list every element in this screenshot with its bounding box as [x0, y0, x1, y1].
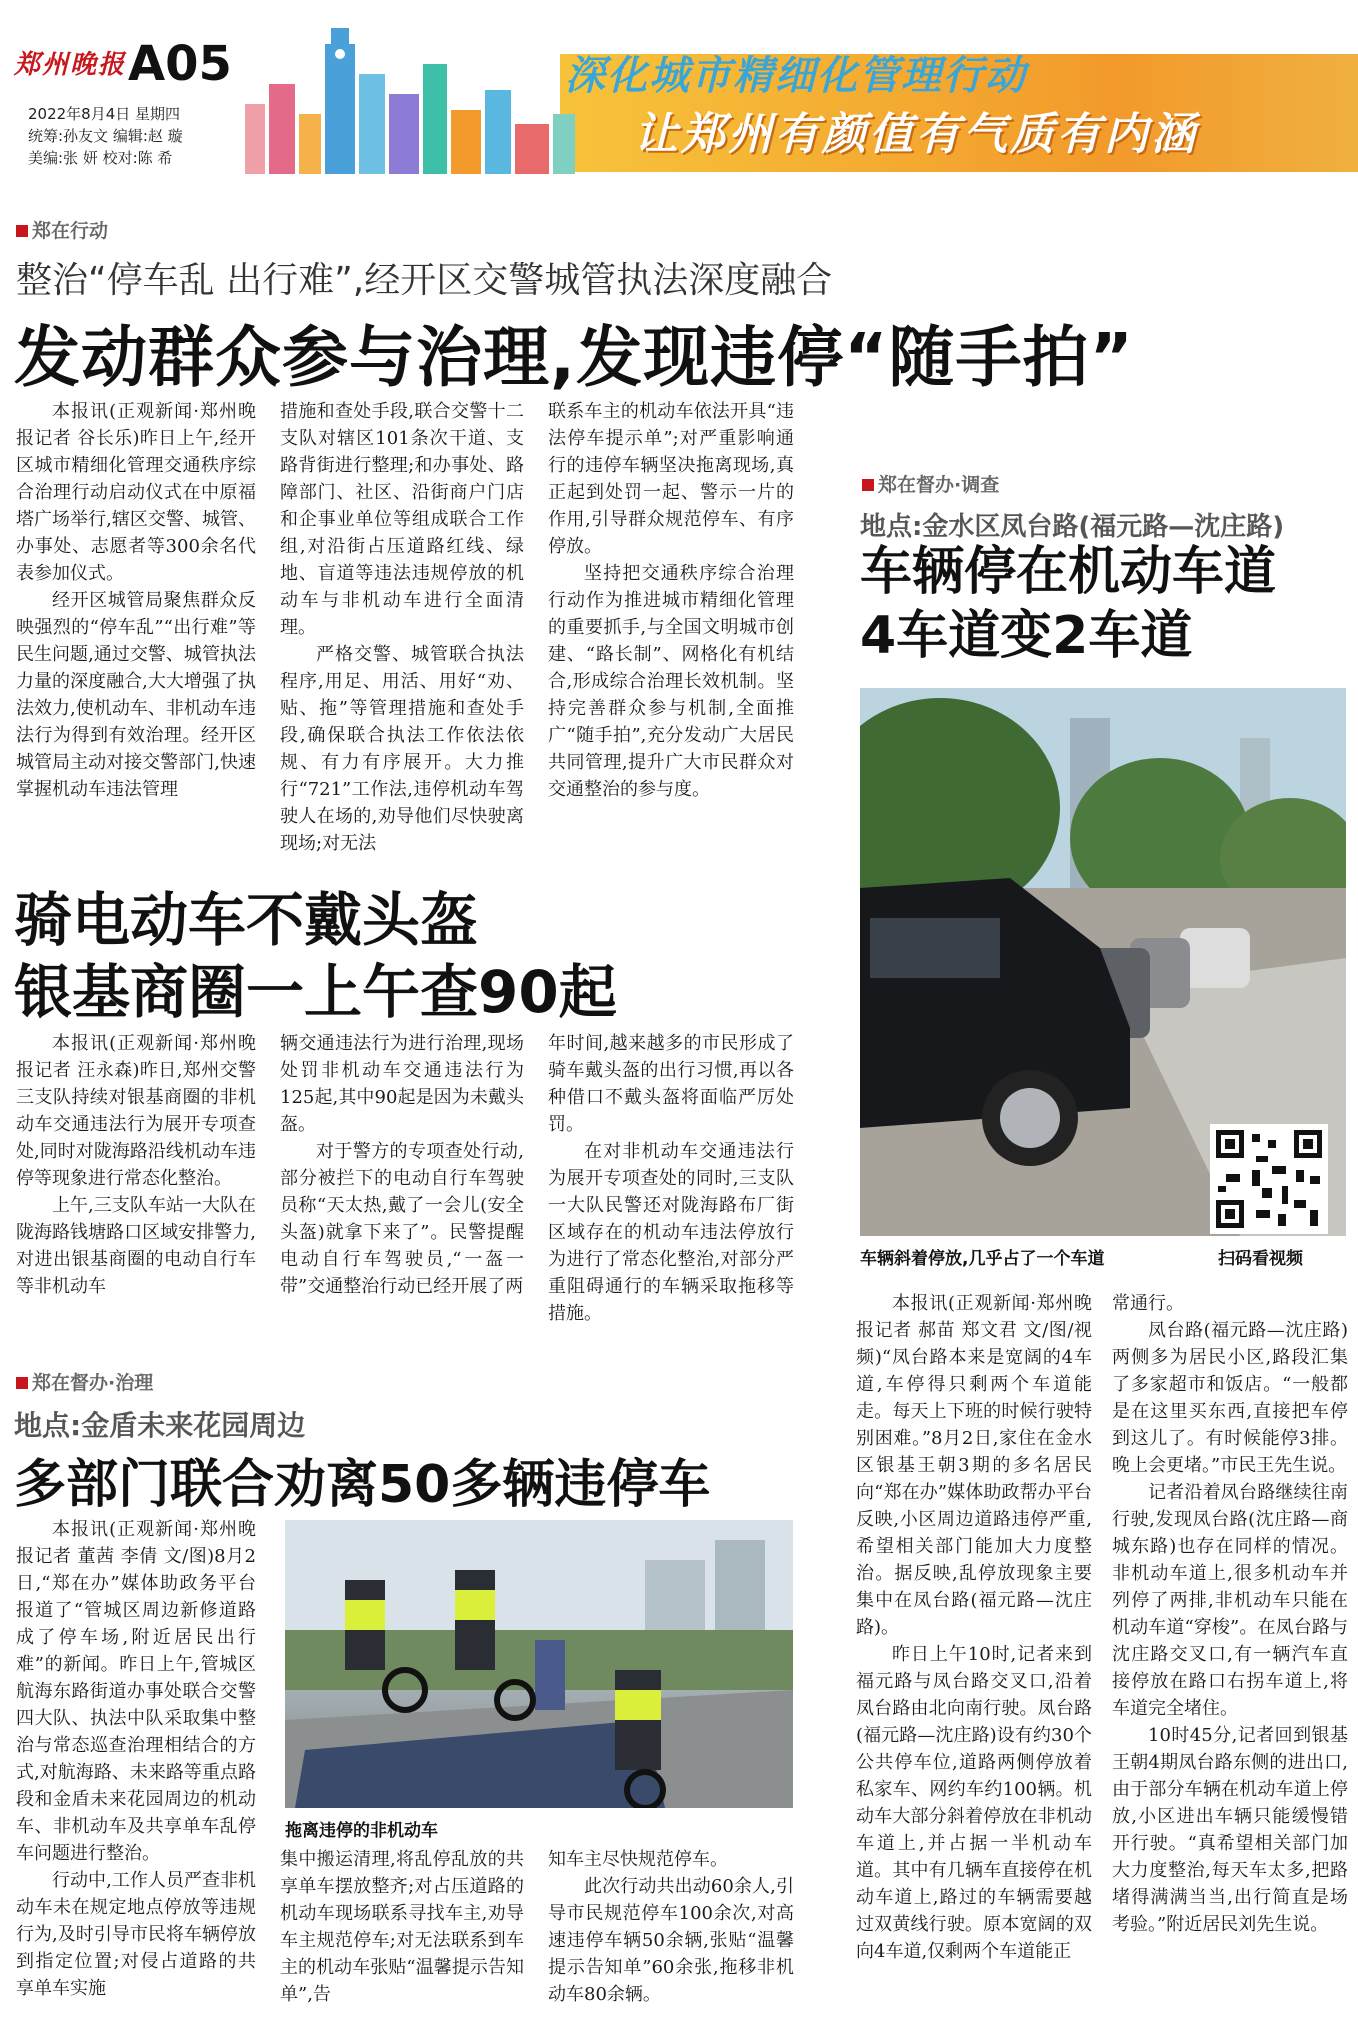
tow-photo-caption: 拖离违停的非机动车 — [285, 1821, 438, 1841]
article1-subtitle: 整治“停车乱 出行难”,经开区交警城管执法深度融合 — [16, 260, 833, 301]
article1-title: 发动群众参与治理,发现违停“随手拍” — [14, 319, 1134, 396]
article2-col1 — [16, 1030, 256, 1300]
section-text: 郑在行动 — [32, 220, 109, 242]
paragraph: 10时45分,记者回到银基王朝4期凤台路东侧的进出口,由于部分车辆在机动车道上停放,小区进出车辆只能缓慢错开行驶。“真希望相关部门加大力度整治,每天车太多,把路堵得满满当当,出行简直是场考验。”附近居民刘先生说。 — [1112, 1725, 1348, 1935]
issue-date: 2022年8月4日 星期四 — [28, 105, 181, 123]
paragraph: 本报讯(正观新闻·郑州晚报记者 汪永森)昨日,郑州交警三支队持续对银基商圈的非机动车交通违法行为展开专项查处,同时对陇海路沿线机动车违停等现象进行常态化整治。 — [16, 1033, 256, 1189]
section-label-3 — [16, 1368, 153, 1395]
staff-line-1: 统筹:孙友文 编辑:赵 璇 — [28, 127, 183, 145]
red-square-icon — [16, 225, 28, 237]
article4-title — [860, 540, 1276, 668]
paragraph: 在对非机动车交通违法行为展开专项查处的同时,三支队一大队民警还对陇海路布厂街区域存在的机动车违法停放行为进行了常态化整治,对部分严重阻碍通行的车辆采取拖移等措施。 — [548, 1141, 794, 1324]
paragraph: 本报讯(正观新闻·郑州晚报记者 董茜 李倩 文/图)8月2日,“郑在办”媒体助政务平台报道了“管城区周边新修道路成了停车场,附近居民出行难”的新闻。昨日上午,管城区航海东路街道办事处联合交警四大队、执法中队采取集中整治与常态巡查治理相结合的方式,对航海路、未来路等重点路段和金盾未来花园周边的机动车、非机动车及共享单车乱停车问题进行整治。 — [16, 1519, 256, 1864]
article2-title — [14, 884, 617, 1028]
tow-photo — [285, 1520, 793, 1808]
paragraph: 年时间,越来越多的市民形成了骑车戴头盔的出行习惯,再以各种借口不戴头盔将面临严厉处罚。 — [548, 1033, 794, 1135]
article3-col3 — [548, 1846, 794, 2008]
paragraph: 对于警方的专项查处行动,部分被拦下的电动自行车驾驶员称“天太热,戴了一会儿(安全头盔)就拿下来了”。民警提醒电动自行车驾驶员,“一盔一带”交通整治行动已经开展了两 — [280, 1141, 524, 1297]
section-text: 郑在督办·治理 — [32, 1372, 154, 1394]
banner-title-2: 让郑州有颜值有气质有内涵 — [634, 109, 1198, 160]
article3-col1 — [16, 1516, 256, 2002]
page-number: A05 — [128, 36, 232, 92]
paragraph: 本报讯(正观新闻·郑州晚报记者 郝苗 郑文君 文/图/视频)“凤台路本来是宽阔的4车道,车停得只剩两个车道能走。每天上下班的时候行驶特别困难。”8月2日,家住在金水区银基王朝3期的多名居民向“郑在办”媒体助政帮办平台反映,小区周边道路违停严重,希望相关部门能加大力度整治。据反映,乱停放现象主要集中在凤台路(福元路—沈庄路)。 — [856, 1293, 1092, 1638]
paragraph: 凤台路(福元路—沈庄路)两侧多为居民小区,路段汇集了多家超市和饭店。“一般都是在这里买东西,直接把车停到这儿了。有时候能停3排。晚上会更堵。”市民王先生说。 — [1112, 1320, 1348, 1476]
article2-title-line2: 银基商圈一上午查90起 — [14, 958, 617, 1026]
article3-title: 多部门联合劝离50多辆违停车 — [14, 1455, 711, 1515]
red-square-icon — [16, 1377, 28, 1389]
article1-col1 — [16, 398, 256, 803]
paragraph: 集中搬运清理,将乱停乱放的共享单车摆放整齐;对占压道路的机动车现场联系寻找车主,劝导车主规范停车;对无法联系到车主的机动车张贴“温馨提示告知单”,告 — [280, 1849, 524, 2005]
red-square-icon — [862, 479, 874, 491]
article4-col1 — [856, 1290, 1092, 1965]
paragraph: 此次行动共出动60余人,引导市民规范停车100余次,对高速违停车辆50余辆,张贴“温馨提示告知单”60余张,拖移非机动车80余辆。 — [548, 1876, 794, 2005]
article1-col2 — [280, 398, 524, 857]
staff-line-2: 美编:张 妍 校对:陈 希 — [28, 149, 173, 167]
article4-col2 — [1112, 1290, 1348, 1938]
article4-title-line1: 车辆停在机动车道 — [860, 542, 1277, 602]
paragraph: 联系车主的机动车依法开具“违法停车提示单”;对严重影响通行的违停车辆坚决拖离现场,真正起到处罚一起、警示一片的作用,引导群众规范停车、有序停放。 — [548, 401, 794, 557]
paragraph: 本报讯(正观新闻·郑州晚报记者 谷长乐)昨日上午,经开区城市精细化管理交通秩序综合治理行动启动仪式在中原福塔广场举行,辖区交警、城管、办事处、志愿者等300余名代表参加仪式。 — [16, 401, 256, 584]
article4-title-line2: 4车道变2车道 — [860, 606, 1193, 666]
paragraph: 措施和查处手段,联合交警十二支队对辖区101条次干道、支路背街进行整理;和办事处、路障部门、社区、沿街商户门店和企事业单位等组成联合工作组,对沿街占压道路红线、绿地、盲道等违法违规停放的机动车与非机动车进行全面清理。 — [280, 401, 524, 638]
article4-location: 地点:金水区凤台路(福元路—沈庄路) — [860, 512, 1285, 542]
section-label-4 — [862, 470, 999, 497]
city-skyline-illustration — [245, 14, 575, 176]
paragraph: 严格交警、城管联合执法程序,用足、用活、用好“劝、贴、拖”等管理措施和查处手段,确保联合执法工作依法依规、有力有序展开。大力推行“721”工作法,违停机动车驾驶人在场的,劝导他们尽快驶离现场;对无法 — [280, 644, 524, 854]
article1-col3 — [548, 398, 794, 803]
paragraph: 知车主尽快规范停车。 — [548, 1849, 728, 1870]
paragraph: 辆交通违法行为进行治理,现场处罚非机动车交通违法行为125起,其中90起是因为未戴头盔。 — [280, 1033, 524, 1135]
article2-col3 — [548, 1030, 794, 1327]
paragraph: 行动中,工作人员严查非机动车未在规定地点停放等违规行为,及时引导市民将车辆停放到指定位置;对侵占道路的共享单车实施 — [16, 1870, 256, 1999]
qr-code[interactable] — [1210, 1124, 1328, 1234]
qr-code-icon — [1212, 1126, 1326, 1232]
paragraph: 坚持把交通秩序综合治理行动作为推进城市精细化管理的重要抓手,与全国文明城市创建、“路长制”、网格化有机结合,形成综合治理长效机制。坚持完善群众参与机制,全面推广“随手拍”,充分发动广大居民共同管理,提升广大市民群众对交通整治的参与度。 — [548, 563, 794, 800]
paragraph: 常通行。 — [1112, 1293, 1184, 1314]
article3-col2 — [280, 1846, 524, 2008]
paragraph: 昨日上午10时,记者来到福元路与凤台路交叉口,沿着凤台路由北向南行驶。凤台路(福元路—沈庄路)设有约30个公共停车位,道路两侧停放着私家车、网约车约100辆。机动车大部分斜着停放在非机动车道上,并占据一半机动车道。其中有几辆车直接停在机动车道上,路过的车辆需要越过双黄线行驶。原本宽阔的双向4车道,仅剩两个车道能正 — [856, 1644, 1092, 1962]
section-text: 郑在督办·调查 — [878, 474, 1000, 496]
paragraph: 经开区城管局聚焦群众反映强烈的“停车乱”“出行难”等民生问题,通过交警、城管执法力量的深度融合,大大增强了执法效力,使机动车、非机动车违法行为得到有效治理。经开区城管局主动对接交警部门,快速掌握机动车违法管理 — [16, 590, 256, 800]
newspaper-logo: 郑州晚报 — [14, 50, 127, 80]
article2-col2 — [280, 1030, 524, 1300]
paragraph: 上午,三支队车站一大队在陇海路钱塘路口区域安排警力,对进出银基商圈的电动自行车等非机动车 — [16, 1195, 256, 1297]
tow-photo-illustration — [285, 1520, 793, 1808]
section-label-1 — [16, 216, 108, 243]
article2-title-line1: 骑电动车不戴头盔 — [14, 886, 479, 954]
banner-title-1: 深化城市精细化管理行动 — [565, 53, 1027, 99]
article3-location: 地点:金盾未来花园周边 — [14, 1409, 306, 1442]
parked-cars-caption: 车辆斜着停放,几乎占了一个车道 — [860, 1249, 1105, 1269]
paragraph: 记者沿着凤台路继续往南行驶,发现凤台路(沈庄路—商城东路)也存在同样的情况。非机动车道上,很多机动车并列停了两排,非机动车只能在机动车道“穿梭”。在凤台路与沈庄路交叉口,有一辆汽车直接停放在路口右拐车道上,将车道完全堵住。 — [1112, 1482, 1348, 1719]
qr-caption: 扫码看视频 — [1218, 1249, 1303, 1269]
